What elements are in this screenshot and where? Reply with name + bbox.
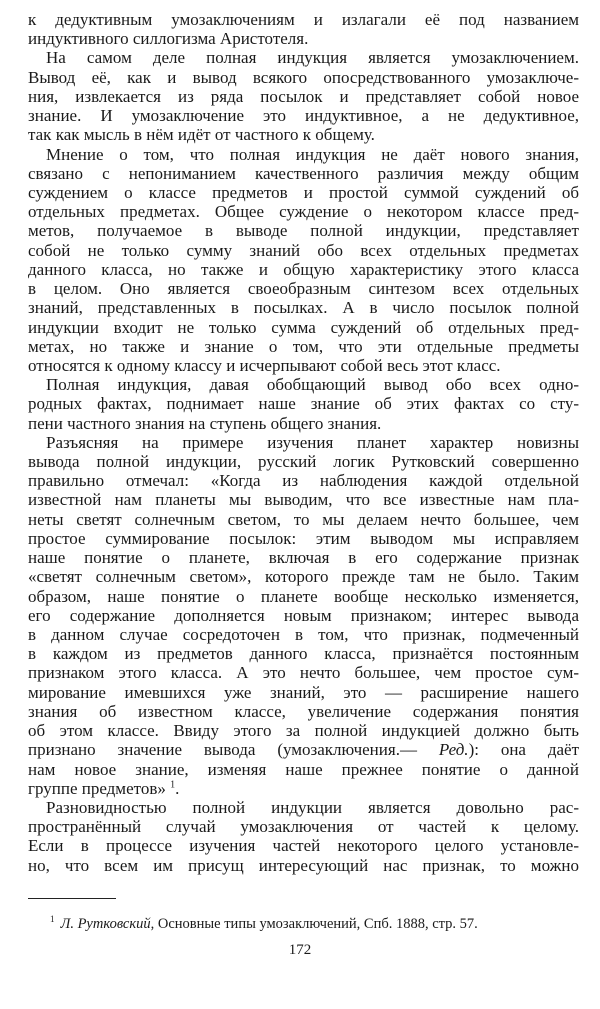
- text-line: [28, 817, 579, 836]
- text-line: [28, 29, 579, 48]
- line-text: простое суммирование посылок: этим выводом мы исправляем: [28, 528, 579, 548]
- line-text: пространённый случай умозаключения от частей к целому.: [28, 817, 579, 837]
- text-line: [28, 202, 579, 221]
- text-line: [28, 337, 579, 356]
- line-text: суждением о классе предметов и простой суммой суждений об: [28, 182, 579, 202]
- text-line: [28, 644, 579, 663]
- text-line: [28, 164, 579, 183]
- text-line: [28, 106, 579, 125]
- footnote-author: Л. Рутковский: [60, 916, 151, 932]
- line-text: относятся к одному классу и исчерпывают собой весь этот класс.: [28, 355, 501, 375]
- footnote-text: , Основные типы умозаключений, Спб. 1888, стр. 57.: [150, 916, 478, 932]
- line-text: родных фактах, поднимает наше знание об этих фактах со сту-: [28, 394, 579, 414]
- text-line: [28, 183, 579, 202]
- line-text: группе предметов»: [28, 778, 171, 798]
- text-line: [28, 779, 579, 798]
- line-text: ): она даёт: [468, 740, 579, 760]
- text-line: [28, 221, 579, 240]
- text-line: [28, 414, 579, 433]
- line-text: На самом деле полная индукция является умозаключением.: [46, 48, 579, 68]
- line-text: пени частного знания на ступень общего знания.: [28, 413, 382, 433]
- text-line: [28, 740, 579, 759]
- line-text: собой не только сумму знаний обо всех отдельных предметах: [28, 240, 579, 260]
- text-line: [28, 68, 579, 87]
- text-line: [28, 452, 579, 471]
- text-line: [28, 836, 579, 855]
- line-text: так как мысль в нём идёт от частного к общему.: [28, 125, 375, 145]
- page-number: 172: [288, 942, 312, 958]
- text-line: [28, 760, 579, 779]
- text-line: [28, 145, 579, 164]
- line-text: мирование имевшихся уже знаний, это — расширение нашего: [28, 682, 579, 702]
- footnote: [50, 916, 478, 933]
- line-text: образом, наше понятие о планете вообще несколько изменяется,: [28, 586, 579, 606]
- text-line: [28, 606, 579, 625]
- line-text: об этом классе. Ввиду этого за полной индукцией должно быть: [28, 721, 579, 741]
- line-text: правильно отмечал: «Когда из наблюдения каждой отдельной: [28, 471, 579, 491]
- line-text: связано с непониманием качественного различия между общим: [28, 163, 579, 183]
- text-line: [28, 702, 579, 721]
- text-line: [28, 10, 579, 29]
- text-line: [28, 356, 579, 375]
- line-text: Разъясняя на примере изучения планет характер новизны: [46, 432, 579, 452]
- line-text: Мнение о том, что полная индукция не даёт нового знания,: [46, 144, 579, 164]
- text-line: [28, 471, 579, 490]
- text-line: [28, 856, 579, 875]
- line-text: неты светят солнечным светом, то мы делаем нечто большее, чем: [28, 509, 579, 529]
- line-text: .: [175, 778, 180, 798]
- line-text: индуктивного силлогизма Аристотеля.: [28, 29, 309, 49]
- line-text: признано значение вывода (умозаключения.—: [28, 740, 439, 760]
- text-line: [28, 433, 579, 452]
- text-line: [28, 683, 579, 702]
- text-line: [28, 48, 579, 67]
- text-line: [28, 375, 579, 394]
- line-text: известной нам планеты мы выводим, что все известные нам пла-: [28, 490, 579, 510]
- text-line: [28, 548, 579, 567]
- line-text: его содержание дополняется новым признаком; интерес вывода: [28, 605, 579, 625]
- line-text: в каждом из предметов данного класса, признаётся постоянным: [28, 644, 579, 664]
- text-line: [28, 490, 579, 509]
- text-line: [28, 394, 579, 413]
- text-line: [28, 279, 579, 298]
- italic-text: Ред.: [438, 740, 469, 760]
- line-text: наше понятие о планете, включая в его содержание признак: [28, 548, 579, 568]
- text-line: [28, 318, 579, 337]
- line-text: вывода полной индукции, русский логик Рутковский совершенно: [28, 452, 579, 472]
- line-text: знаний, представленных в посылках. А в число посылок полной: [28, 298, 579, 318]
- line-text: признаком этого класса. А это нечто большее, чем простое сум-: [28, 663, 579, 683]
- text-line: [28, 587, 579, 606]
- text-line: [28, 567, 579, 586]
- line-text: знание. И умозаключение это индуктивное, а не дедуктивное,: [28, 106, 579, 126]
- text-line: [28, 625, 579, 644]
- text-line: [28, 510, 579, 529]
- line-text: Вывод её, как и вывод всякого опосредствованного умозаключе-: [28, 67, 579, 87]
- line-text: Если в процессе изучения частей некоторого целого установле-: [28, 836, 579, 856]
- line-text: но, что всем им присущ интересующий нас признак, то можно: [28, 855, 579, 875]
- text-line: [28, 298, 579, 317]
- footnote-divider: [28, 898, 116, 899]
- footnote-marker: 1: [50, 914, 55, 925]
- text-line: [28, 798, 579, 817]
- line-text: данного класса, но также и общую характеристику этого класса: [28, 259, 579, 279]
- line-text: Полная индукция, давая обобщающий вывод обо всех одно-: [46, 375, 579, 395]
- line-text: метах, но также и знание о том, что эти отдельные предметы: [28, 336, 579, 356]
- text-line: [28, 241, 579, 260]
- line-text: отдельных предметах. Общее суждение о некотором классе пред-: [28, 202, 579, 222]
- line-text: знания об известном классе, увеличение содержания понятия: [28, 701, 579, 721]
- footnote-reference: 1: [170, 779, 176, 791]
- text-line: [28, 529, 579, 548]
- line-text: Разновидностью полной индукции является довольно рас-: [46, 797, 579, 817]
- line-text: к дедуктивным умозаключениям и излагали её под названием: [28, 10, 579, 29]
- line-text: индукции входит не только сумма суждений об отдельных пред-: [28, 317, 579, 337]
- line-text: «светят солнечным светом», которого прежде там не было. Таким: [28, 567, 579, 587]
- body-text: [28, 10, 579, 875]
- text-line: [28, 260, 579, 279]
- text-line: [28, 721, 579, 740]
- text-line: [28, 663, 579, 682]
- line-text: в целом. Оно является своеобразным синтезом всех отдельных: [28, 279, 579, 299]
- text-line: [28, 87, 579, 106]
- line-text: ния, извлекается из ряда посылок и представляет собой новое: [28, 86, 579, 106]
- line-text: нам новое знание, изменяя наше прежнее понятие о данной: [28, 759, 579, 779]
- line-text: в данном случае сосредоточен в том, что признак, подмеченный: [28, 625, 579, 644]
- line-text: метов, получаемое в выводе полной индукции, представляет: [28, 221, 579, 241]
- text-line: [28, 125, 579, 144]
